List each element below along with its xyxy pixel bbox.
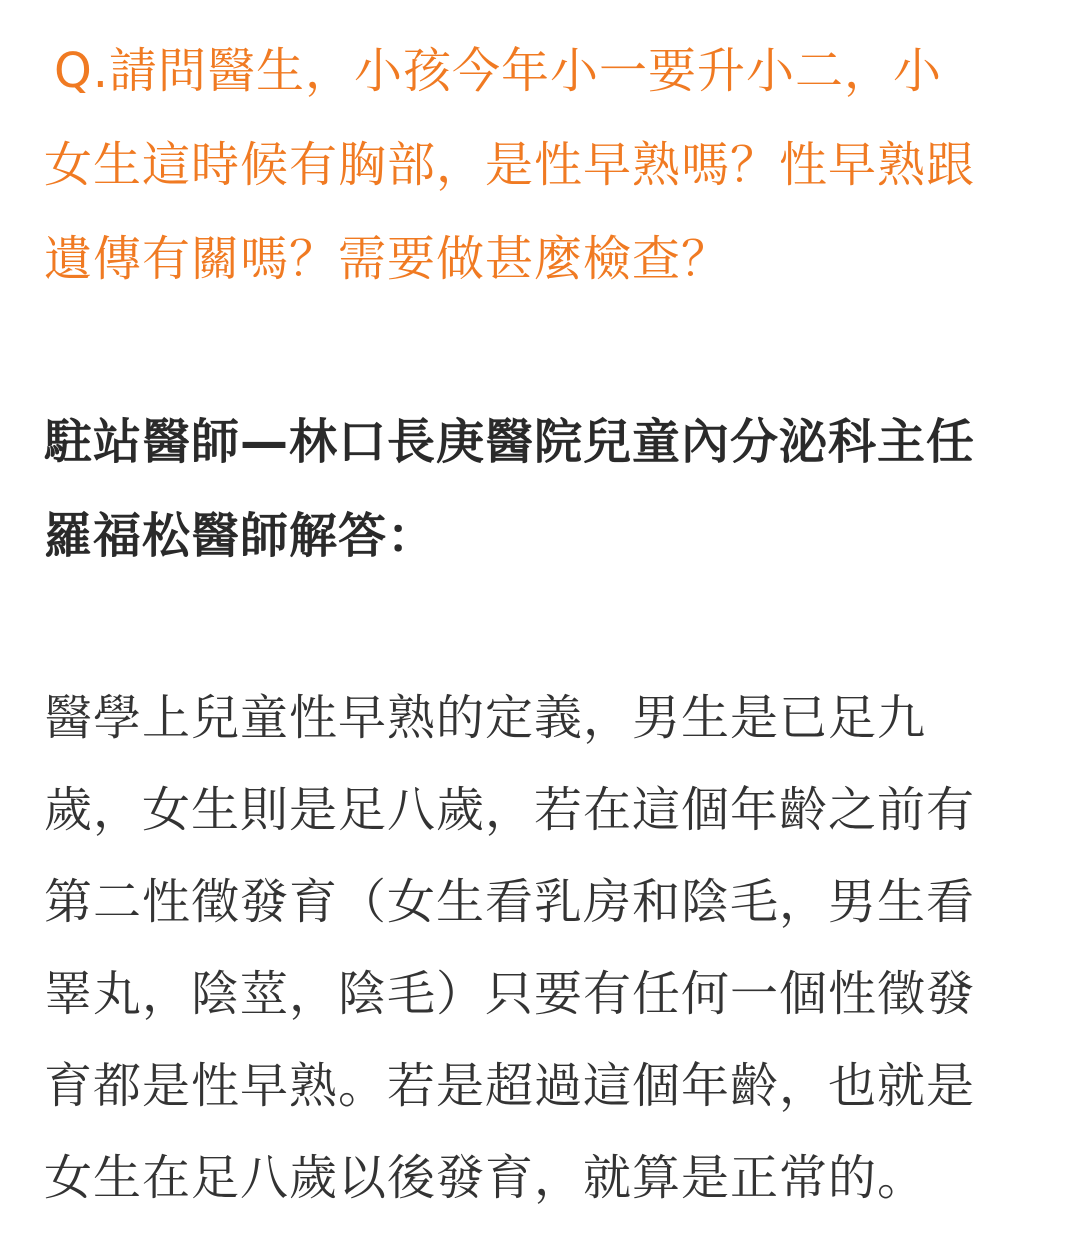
question-line: 遺傳有關嗎？需要做甚麼檢查？ xyxy=(44,231,731,287)
answer-line: 第二性徵發育（女生看乳房和陰毛，男生看 xyxy=(44,874,976,930)
answer-line: 育都是性早熟。若是超過這個年齡，也就是 xyxy=(44,1058,976,1114)
answerer-line: 駐站醫師—林口長庚醫院兒童內分泌科主任 xyxy=(44,414,976,470)
answerer-heading xyxy=(44,412,1044,600)
answer-line: 醫學上兒童性早熟的定義，男生是已足九 xyxy=(44,690,927,746)
answer-line: 女生在足八歲以後發育，就算是正常的。 xyxy=(44,1150,927,1206)
answerer-line: 羅福松醫師解答： xyxy=(44,508,437,564)
answer-block xyxy=(44,690,1044,1242)
question-block xyxy=(44,32,1044,314)
article-content xyxy=(44,32,1044,1242)
question-line: 女生這時候有胸部，是性早熟嗎？性早熟跟 xyxy=(44,137,976,193)
answer-line: 歲，女生則是足八歲，若在這個年齡之前有 xyxy=(44,782,976,838)
answer-line: 睪丸，陰莖，陰毛）只要有任何一個性徵發 xyxy=(44,966,976,1022)
question-line: Q.請問醫生，小孩今年小一要升小二，小 xyxy=(54,43,943,99)
